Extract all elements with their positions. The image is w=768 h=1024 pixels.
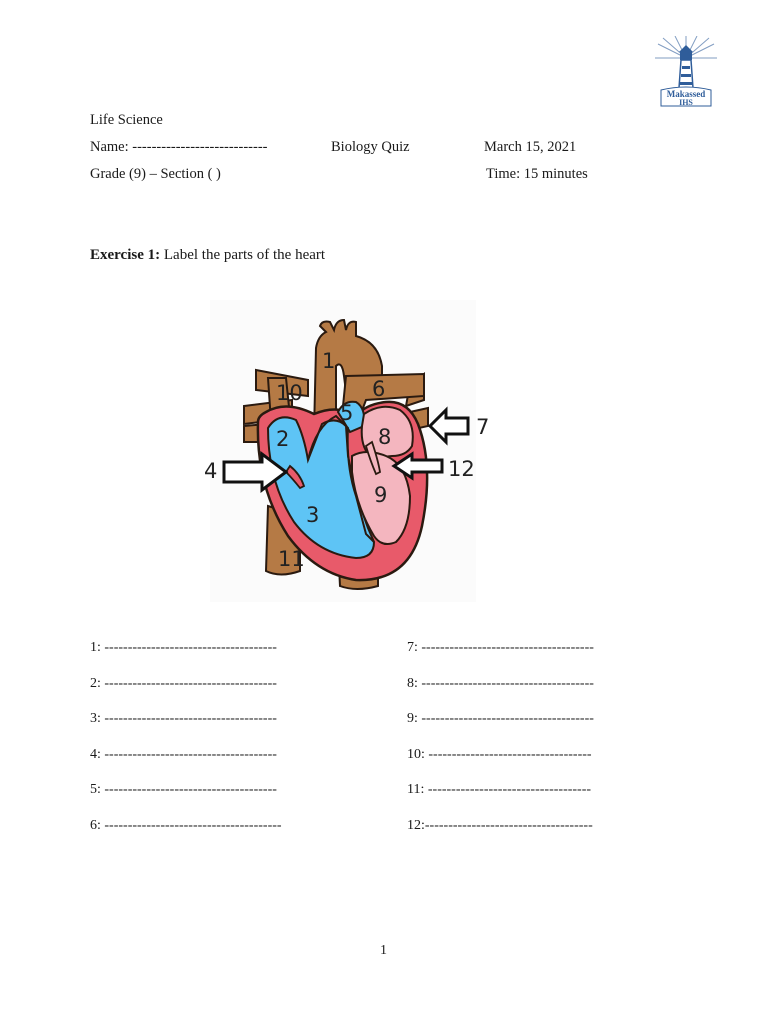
logo-top-text: Makassed <box>666 89 706 99</box>
answer-line-6: 6: -------------------------------------- <box>90 818 282 833</box>
label-12: 12 <box>448 457 475 481</box>
label-7: 7 <box>476 415 490 439</box>
heart-diagram <box>196 296 496 606</box>
label-8: 8 <box>378 425 392 449</box>
time-limit: Time: 15 minutes <box>486 166 588 182</box>
answer-line-5: 5: ------------------------------------- <box>90 782 277 797</box>
exercise-instruction: Label the parts of the heart <box>160 247 326 263</box>
label-4: 4 <box>204 459 218 483</box>
label-3: 3 <box>306 503 320 527</box>
answer-line-4: 4: ------------------------------------- <box>90 747 277 762</box>
name-field: Name: ---------------------------- <box>90 139 268 155</box>
exercise-label: Exercise 1: <box>90 247 161 263</box>
answer-line-2: 2: ------------------------------------- <box>90 676 277 691</box>
quiz-date: March 15, 2021 <box>484 139 577 155</box>
grade-section: Grade (9) – Section ( ) <box>90 166 221 182</box>
quiz-title: Biology Quiz <box>331 139 410 155</box>
page-number: 1 <box>380 943 387 958</box>
label-9: 9 <box>374 483 388 507</box>
answer-line-9: 9: ------------------------------------- <box>407 711 594 726</box>
answer-line-1: 1: ------------------------------------- <box>90 640 277 655</box>
answer-line-7: 7: ------------------------------------- <box>407 640 594 655</box>
answer-line-10: 10: ----------------------------------- <box>407 747 592 762</box>
label-5: 5 <box>340 401 354 425</box>
answer-line-11: 11: ----------------------------------- <box>407 782 592 797</box>
subject-title: Life Science <box>90 112 163 128</box>
label-11: 11 <box>278 547 305 571</box>
answer-line-8: 8: ------------------------------------- <box>407 676 594 691</box>
label-1: 1 <box>322 349 336 373</box>
answer-line-12: 12:------------------------------------ <box>407 818 593 833</box>
label-6: 6 <box>372 377 386 401</box>
label-10: 10 <box>276 381 303 405</box>
label-2: 2 <box>276 427 290 451</box>
answer-line-3: 3: ------------------------------------- <box>90 711 277 726</box>
school-logo <box>653 36 719 108</box>
logo-bottom-text: IHS <box>679 98 693 107</box>
exercise-heading <box>90 247 325 264</box>
